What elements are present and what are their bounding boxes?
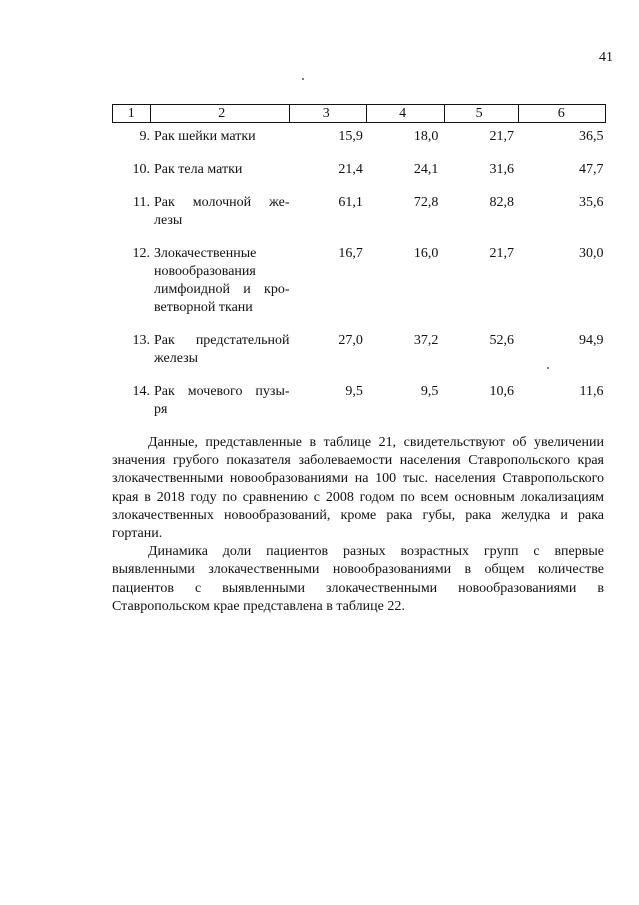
header-col-3: 3 [290, 105, 367, 123]
value-col-3: 21,4 [338, 162, 363, 177]
value-col-6: 94,9 [579, 333, 604, 348]
row-name [150, 179, 290, 230]
header-col-6: 6 [519, 105, 606, 123]
row-name [150, 368, 290, 419]
table-row [113, 179, 606, 230]
value-col-3: 27,0 [338, 333, 363, 348]
value-col-4: 72,8 [413, 195, 439, 210]
row-name [150, 230, 290, 317]
header-col-1: 1 [113, 105, 151, 123]
table-row [113, 146, 606, 179]
data-table [112, 104, 606, 419]
value-col-5: 10,6 [489, 384, 514, 399]
value-col-3: 9,5 [345, 384, 363, 399]
value-col-3: 15,9 [338, 129, 363, 144]
value-col-3: 16,7 [338, 246, 363, 261]
value-col-5: 21,7 [489, 129, 514, 144]
row-name [150, 123, 290, 147]
value-col-4: 9,5 [420, 384, 439, 399]
row-name-line: железы [154, 351, 199, 366]
row-name-line: лезы [154, 213, 183, 228]
table-row [113, 230, 606, 317]
value-col-4: 18,0 [413, 129, 439, 144]
row-name-line: ря [154, 402, 168, 417]
value-col-5: 31,6 [489, 162, 514, 177]
value-col-6: 36,5 [579, 129, 604, 144]
table-row [113, 123, 606, 147]
value-col-3: 61,1 [338, 195, 363, 210]
scan-speck [302, 78, 304, 80]
row-number: 9. [139, 129, 150, 144]
row-name-line: Рак молочной же- [154, 195, 290, 210]
value-col-6: 35,6 [579, 195, 604, 210]
row-number: 10. [132, 162, 150, 177]
value-col-6: 11,6 [579, 384, 604, 399]
value-col-5: 52,6 [489, 333, 514, 348]
row-name-line: Рак тела матки [154, 162, 243, 177]
paragraph: Данные, представленные в таблице 21, свидетельствуют об увеличении значения грубого показателя заболеваемости населения Ставропольского края злокачественными новообразованиями на 100 тыс. населения Ставропольского края в 2018 году по сравнению с 2008 годом по всем основным локализациям злокачественных новообразований, кроме рака губы, рака желудка и рака гортани. [112, 435, 604, 542]
body-text [112, 434, 604, 616]
table-row [113, 317, 606, 368]
row-number: 11. [133, 195, 150, 210]
row-number: 14. [132, 384, 150, 399]
paragraph: Динамика доли пациентов разных возрастных групп с впервые выявленными злокачественными новообразованиями в общем количестве пациентов с выявленными злокачественными новообразованиями в Ставропольском крае представлена в таблице 22. [112, 544, 604, 614]
row-name-line: лимфоидной и кро- [154, 282, 290, 297]
value-col-6: 30,0 [579, 246, 604, 261]
row-name [150, 146, 290, 179]
value-col-4: 24,1 [413, 162, 439, 177]
row-name [150, 317, 290, 368]
value-col-4: 16,0 [413, 246, 439, 261]
row-number: 12. [132, 246, 150, 261]
value-col-4: 37,2 [413, 333, 439, 348]
value-col-6: 47,7 [579, 162, 604, 177]
row-name-line: Злокачественные [154, 246, 257, 261]
header-col-5: 5 [444, 105, 519, 123]
row-name-line: Рак предстательной [154, 333, 290, 348]
row-name-line: Рак мочевого пузы- [154, 384, 290, 399]
row-name-line: новообразования [154, 264, 256, 279]
table-row [113, 368, 606, 419]
row-name-line: Рак шейки матки [154, 129, 256, 144]
header-col-4: 4 [367, 105, 444, 123]
value-col-5: 21,7 [489, 246, 514, 261]
table-header-row [113, 105, 606, 123]
header-col-2: 2 [150, 105, 290, 123]
value-col-5: 82,8 [489, 195, 514, 210]
row-number: 13. [132, 333, 150, 348]
row-name-line: ветворной ткани [154, 300, 253, 315]
page-number: 41 [599, 50, 613, 65]
